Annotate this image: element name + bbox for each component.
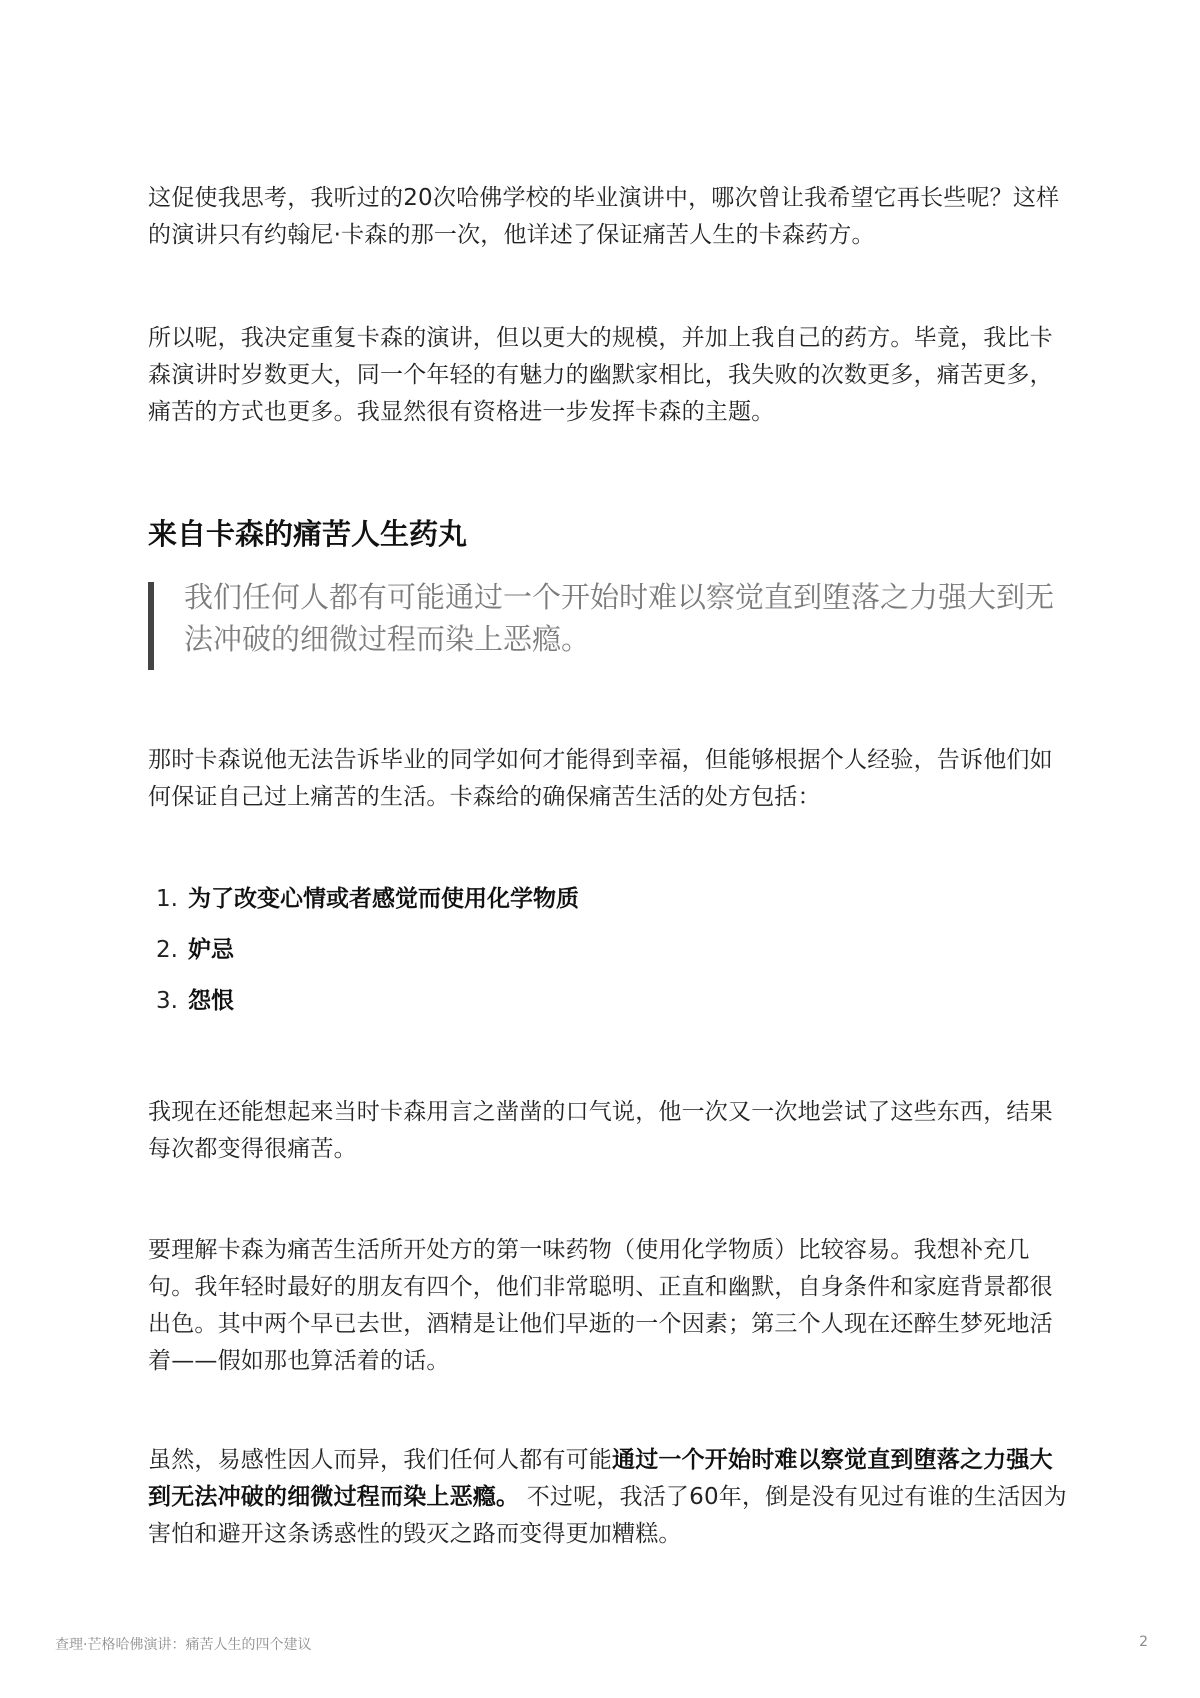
list-item <box>148 988 579 1014</box>
prescription-list <box>148 886 579 1039</box>
paragraph-6-start: 虽然，易感性因人而异，我们任何人都有可能 <box>148 1447 612 1473</box>
list-item-number: 3. <box>156 988 178 1014</box>
section-heading: 来自卡森的痛苦人生药丸 <box>148 517 468 551</box>
blockquote <box>148 582 1068 670</box>
footer-title: 查理·芒格哈佛演讲：痛苦人生的四个建议 <box>55 1637 312 1653</box>
list-item <box>148 937 579 963</box>
list-item <box>148 886 579 912</box>
paragraph-5: 要理解卡森为痛苦生活所开处方的第一味药物（使用化学物质）比较容易。我想补充几句。我年轻时最好的朋友有四个，他们非常聪明、正直和幽默，自身条件和家庭背景都很出色。其中两个早已去世，酒精是让他们早逝的一个因素；第三个人现在还醉生梦死地活着——假如那也算活着的话。 <box>148 1237 1053 1374</box>
paragraph-6 <box>148 1442 1068 1553</box>
paragraph-1: 这促使我思考，我听过的20次哈佛学校的毕业演讲中，哪次曾让我希望它再长些呢？这样的演讲只有约翰尼·卡森的那一次，他详述了保证痛苦人生的卡森药方。 <box>148 185 1060 248</box>
paragraph-6-bold: 通过一个开始时难以察觉直到堕落之力强大到无法冲破的细微过程而染上恶瘾。 <box>148 1447 1053 1510</box>
list-item-text: 怨恨 <box>188 988 234 1014</box>
page-number: 2 <box>1139 1634 1148 1650</box>
paragraph-4: 我现在还能想起来当时卡森用言之凿凿的口气说，他一次又一次地尝试了这些东西，结果每次都变得很痛苦。 <box>148 1099 1053 1162</box>
list-item-number: 2. <box>156 937 178 963</box>
paragraph-3: 那时卡森说他无法告诉毕业的同学如何才能得到幸福，但能够根据个人经验，告诉他们如何保证自己过上痛苦的生活。卡森给的确保痛苦生活的处方包括： <box>148 747 1053 810</box>
list-item-number: 1. <box>156 886 178 912</box>
blockquote-text: 我们任何人都有可能通过一个开始时难以察觉直到堕落之力强大到无法冲破的细微过程而染上恶瘾。 <box>184 580 1055 656</box>
list-item-text: 妒忌 <box>188 937 234 963</box>
list-item-text: 为了改变心情或者感觉而使用化学物质 <box>188 886 579 912</box>
paragraph-6-end: 不过呢，我活了60年，倒是没有见过有谁的生活因为害怕和避开这条诱惑性的毁灭之路而变得更加糟糕。 <box>148 1484 1067 1547</box>
paragraph-2: 所以呢，我决定重复卡森的演讲，但以更大的规模，并加上我自己的药方。毕竟，我比卡森演讲时岁数更大，同一个年轻的有魅力的幽默家相比，我失败的次数更多，痛苦更多，痛苦的方式也更多。我显然很有资格进一步发挥卡森的主题。 <box>148 325 1053 425</box>
